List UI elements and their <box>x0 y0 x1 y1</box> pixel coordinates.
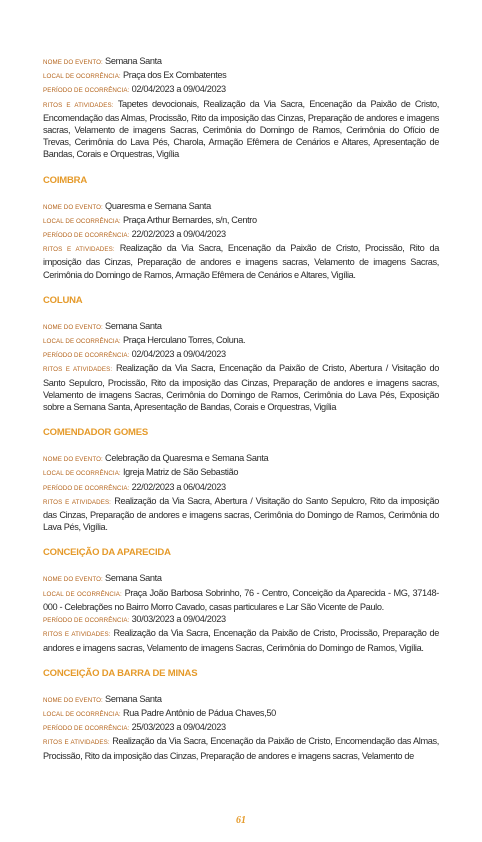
event-entry <box>43 452 439 533</box>
event-name-value: Semana Santa <box>105 56 162 66</box>
event-name-line <box>43 320 439 334</box>
event-name-line <box>43 55 439 69</box>
event-name-value: Celebração da Quaresma e Semana Santa <box>105 453 269 464</box>
city-heading: COMENDADOR GOMES <box>43 427 148 439</box>
event-name-label: NOME DO EVENTO: <box>43 576 103 584</box>
event-name-value: Semana Santa <box>105 320 162 331</box>
rites-line <box>43 362 439 413</box>
period-value: 30/03/2023 a 09/04/2023 <box>131 614 226 625</box>
event-entry <box>43 693 439 762</box>
event-name-value: Semana Santa <box>105 573 162 584</box>
city-heading: COLUNA <box>43 294 83 306</box>
location-line <box>43 334 439 348</box>
period-value: 22/02/2023 a 06/04/2023 <box>131 481 226 492</box>
city-heading: CONCEIÇÃO DA BARRA DE MINAS <box>43 667 198 679</box>
event-entry <box>43 55 439 161</box>
rites-value: Realização da Via Sacra, Encenação da Paixão de Cristo, Encomendação das Almas, Procissão, Rito da imposição das Cinzas, Preparação de andores e imagens sacras, Velamento de <box>43 736 440 761</box>
rites-label: RITOS E ATIVIDADES: <box>43 246 115 254</box>
city-heading: COIMBRA <box>43 174 87 186</box>
period-line <box>43 83 439 97</box>
period-label: PERÍODO DE OCORRÊNCIA: <box>43 617 130 625</box>
location-line <box>43 587 439 613</box>
event-entry <box>43 200 439 281</box>
rites-label: RITOS E ATIVIDADES: <box>43 101 114 109</box>
rites-line <box>43 495 439 534</box>
period-line <box>43 481 439 495</box>
event-name-label: NOME DO EVENTO: <box>43 696 103 704</box>
period-value: 25/03/2023 a 09/04/2023 <box>131 722 226 733</box>
event-name-label: NOME DO EVENTO: <box>43 59 103 66</box>
city-heading: CONCEIÇÃO DA APARECIDA <box>43 547 171 559</box>
event-name-line <box>43 693 439 707</box>
period-line <box>43 613 439 627</box>
location-value: Praça Herculano Torres, Coluna. <box>122 335 246 346</box>
document-page <box>43 55 439 762</box>
location-label: LOCAL DE OCORRÊNCIA: <box>43 590 122 598</box>
location-line <box>43 69 439 83</box>
event-name-value: Semana Santa <box>105 693 162 704</box>
rites-value: Realização da Via Sacra, Encenação da Paixão de Cristo, Abertura / Visitação do Santo Sepulcro, Procissão, Rito da imposição das Cinzas, Preparação de andores e imagens sacras, Velamento de imagens Sacras, Cerimônia do Domingo de Ramos, Cerimônia do Lava Pés, Exposição sobre a Semana Santa, Apresentação de Bandas, Corais e Orquestras, Vigília <box>43 363 440 413</box>
rites-line <box>43 98 439 161</box>
rites-value: Tapetes devocionais, Realização da Via Sacra, Encenação da Paixão de Cristo, Encomendação das Almas, Procissão, Rito da imposição das Cinzas, Preparação de andores e imagens sacras, Velamento de imagens Sacras, Cerimônia do Domingo de Ramos, Cerimônia do Ofício de Trevas, Cerimônia do Lava Pés, Charola, Armação Efêmera de Cenários e Altares, Apresentação de Bandas, Corais e Orquestras, Vigília <box>43 98 439 160</box>
period-value: 02/04/2023 a 09/04/2023 <box>131 349 226 360</box>
rites-line <box>43 627 439 653</box>
period-line <box>43 228 439 242</box>
location-value: Rua Padre Antônio de Pádua Chaves,50 <box>122 707 276 718</box>
rites-label: RITOS E ATIVIDADES: <box>43 739 110 747</box>
page-number: 61 <box>236 815 246 826</box>
location-value: Praça João Barbosa Sobrinho, 76 - Centro, Conceição da Aparecida - MG, 37148-000 - Celebrações no Bairro Morro Cavado, casas particulares e Lar São Vicente de Paulo. <box>43 587 440 612</box>
period-label: PERÍODO DE OCORRÊNCIA: <box>43 484 130 492</box>
period-value: 22/02/2023 a 09/04/2023 <box>131 229 226 240</box>
location-line <box>43 214 439 228</box>
location-value: Igreja Matriz de São Sebastião <box>122 467 239 478</box>
rites-label: RITOS E ATIVIDADES: <box>43 498 111 506</box>
location-label: LOCAL DE OCORRÊNCIA: <box>43 73 121 81</box>
rites-value: Realização da Via Sacra, Encenação da Paixão de Cristo, Procissão, Rito da imposição das Cinzas, Preparação de andores e imagens sacras, Velamento de imagens Sacras, Cerimônia do Domingo de Ramos, Armação Efêmera de Cenários e Altares, Vigília. <box>43 243 439 280</box>
rites-label: RITOS E ATIVIDADES: <box>43 631 111 639</box>
location-label: LOCAL DE OCORRÊNCIA: <box>43 217 121 225</box>
event-name-value: Quaresma e Semana Santa <box>105 200 211 211</box>
location-label: LOCAL DE OCORRÊNCIA: <box>43 338 121 346</box>
period-line <box>43 348 439 362</box>
location-line <box>43 466 439 480</box>
rites-line <box>43 735 439 761</box>
period-label: PERÍODO DE OCORRÊNCIA: <box>43 352 130 360</box>
event-name-line <box>43 200 439 214</box>
rites-value: Realização da Via Sacra, Abertura / Visitação do Santo Sepulcro, Rito da imposição das Cinzas, Preparação de andores e imagens sacras, Cerimônia do Domingo de Ramos, Cerimônia do Lava Pés, Vigília. <box>43 495 439 533</box>
event-entry <box>43 572 439 653</box>
period-value: 02/04/2023 a 09/04/2023 <box>131 84 226 95</box>
rites-label: RITOS E ATIVIDADES: <box>43 366 113 374</box>
period-label: PERÍODO DE OCORRÊNCIA: <box>43 87 130 95</box>
period-label: PERÍODO DE OCORRÊNCIA: <box>43 232 130 240</box>
period-line <box>43 721 439 735</box>
location-value: Praça Arthur Bernardes, s/n, Centro <box>122 214 257 225</box>
rites-value: Realização da Via Sacra, Encenação da Paixão de Cristo, Procissão, Preparação de andores e imagens sacras, Velamento de imagens Sacras, Cerimônia do Domingo de Ramos, Vigília. <box>43 628 440 653</box>
period-label: PERÍODO DE OCORRÊNCIA: <box>43 725 130 733</box>
location-value: Praça dos Ex Combatentes <box>122 70 227 81</box>
event-name-line <box>43 572 439 586</box>
location-line <box>43 707 439 721</box>
event-name-label: NOME DO EVENTO: <box>43 456 103 464</box>
rites-line <box>43 242 439 281</box>
event-name-line <box>43 452 439 466</box>
event-name-label: NOME DO EVENTO: <box>43 323 103 331</box>
location-label: LOCAL DE OCORRÊNCIA: <box>43 470 121 478</box>
event-entry <box>43 320 439 413</box>
event-name-label: NOME DO EVENTO: <box>43 203 103 211</box>
location-label: LOCAL DE OCORRÊNCIA: <box>43 710 121 718</box>
